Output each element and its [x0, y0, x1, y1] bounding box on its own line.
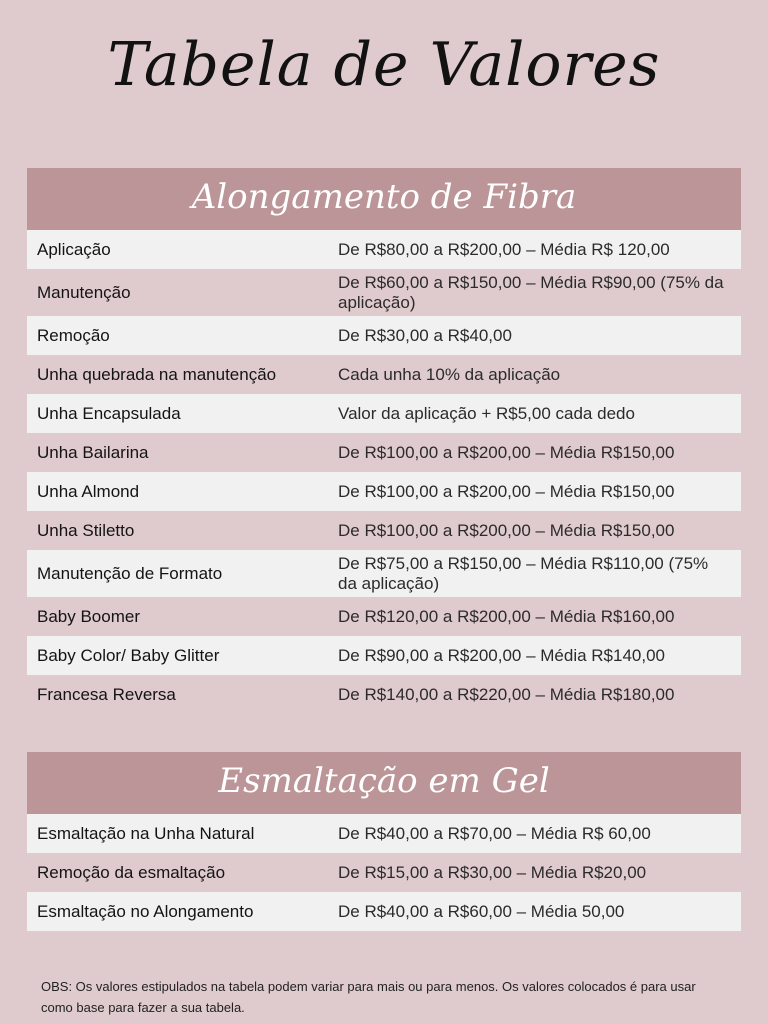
table-row: [27, 433, 741, 472]
service-price: De R$40,00 a R$70,00 – Média R$ 60,00: [338, 823, 651, 843]
service-price: De R$120,00 a R$200,00 – Média R$160,00: [338, 606, 675, 626]
service-name: Unha quebrada na manutenção: [37, 364, 277, 384]
table-row: [27, 316, 741, 355]
service-price: De R$100,00 a R$200,00 – Média R$150,00: [338, 481, 675, 501]
table-row: [27, 511, 741, 550]
service-price: De R$40,00 a R$60,00 – Média 50,00: [338, 901, 625, 921]
service-price: De R$90,00 a R$200,00 – Média R$140,00: [338, 645, 666, 665]
service-price: Valor da aplicação + R$5,00 cada dedo: [338, 403, 635, 423]
service-name: Esmaltação na Unha Natural: [37, 823, 255, 843]
service-name: Remoção da esmaltação: [37, 862, 226, 882]
service-name: Manutenção: [37, 282, 131, 302]
service-name: Baby Boomer: [37, 606, 140, 626]
table-row: [27, 636, 741, 675]
service-name: Esmaltação no Alongamento: [37, 901, 254, 921]
service-price: Cada unha 10% da aplicação: [338, 364, 561, 384]
service-name: Remoção: [37, 325, 110, 345]
section-header: Alongamento de Fibra: [27, 168, 741, 230]
table-row: [27, 675, 741, 714]
service-name: Francesa Reversa: [37, 684, 176, 704]
service-name: Manutenção de Formato: [37, 563, 223, 583]
table-row: [27, 853, 741, 892]
service-price: De R$75,00 a R$150,00 – Média R$110,00 (75% da aplicação): [338, 553, 709, 593]
table-row: [27, 472, 741, 511]
service-price: De R$15,00 a R$30,00 – Média R$20,00: [338, 862, 647, 882]
service-price: De R$80,00 a R$200,00 – Média R$ 120,00: [338, 239, 670, 259]
service-price: De R$100,00 a R$200,00 – Média R$150,00: [338, 442, 675, 462]
table-row: [27, 892, 741, 931]
service-name: Aplicação: [37, 239, 111, 259]
service-name: Unha Encapsulada: [37, 403, 181, 423]
table-row: [27, 230, 741, 269]
table-row: [27, 394, 741, 433]
service-price: De R$60,00 a R$150,00 – Média R$90,00 (75% da aplicação): [338, 272, 724, 312]
service-name: Unha Almond: [37, 481, 140, 501]
service-price: De R$140,00 a R$220,00 – Média R$180,00: [338, 684, 675, 704]
service-price: De R$100,00 a R$200,00 – Média R$150,00: [338, 520, 675, 540]
table-row: [27, 550, 741, 597]
table-row: [27, 355, 741, 394]
service-name: Unha Stiletto: [37, 520, 135, 540]
table-row: [27, 814, 741, 853]
page-title: Tabela de Valores: [107, 30, 661, 100]
service-name: Baby Color/ Baby Glitter: [37, 645, 220, 665]
table-row: [27, 597, 741, 636]
footnote: OBS: Os valores estipulados na tabela podem variar para mais ou para menos. Os valores colocados é para usar como base para fazer a sua tabela.: [41, 979, 696, 1015]
section-esmaltacao-gel: [27, 752, 741, 931]
service-price: De R$30,00 a R$40,00: [338, 325, 512, 345]
service-name: Unha Bailarina: [37, 442, 149, 462]
table-row: [27, 269, 741, 316]
section-header: Esmaltação em Gel: [27, 752, 741, 814]
section-alongamento-fibra: [27, 168, 741, 714]
